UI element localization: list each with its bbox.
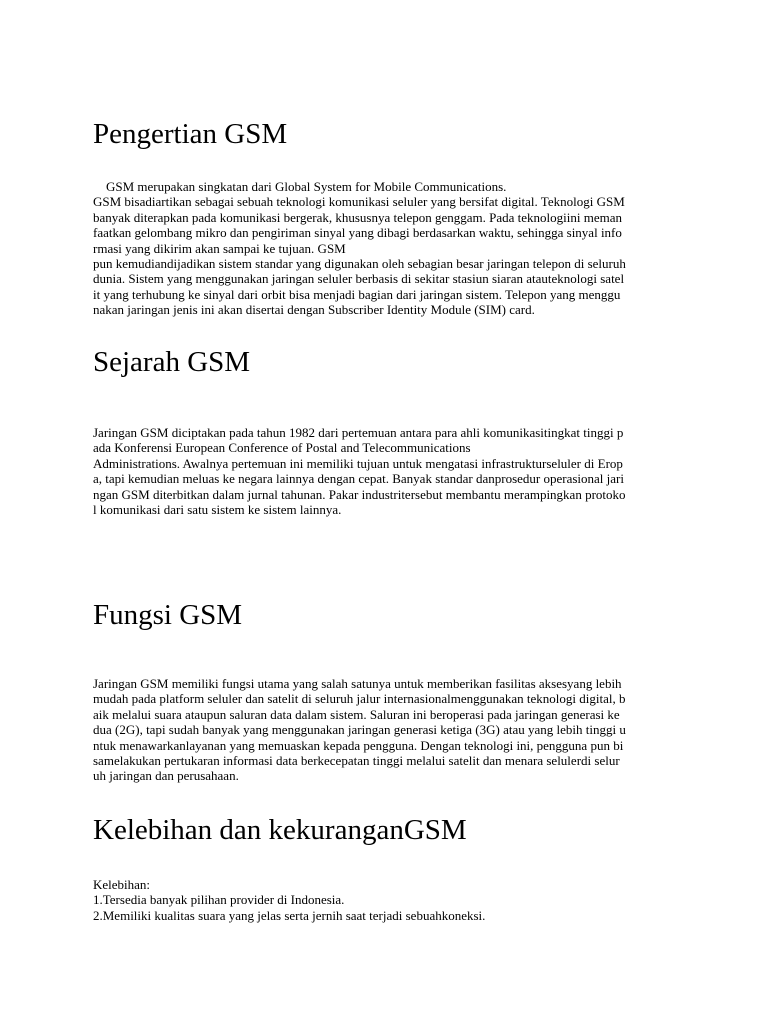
- text-line: nakan jaringan jenis ini akan disertai dengan Subscriber Identity Module (SIM) card.: [93, 302, 535, 318]
- heading-kelebihan-kekurangan-gsm: Kelebihan dan kekuranganGSM: [93, 814, 467, 846]
- paragraph-fungsi-gsm: [93, 676, 683, 784]
- text-line: uh jaringan dan perusahaan.: [93, 768, 239, 784]
- text-line: samelakukan pertukaran informasi data berkecepatan tinggi melalui satelit dan menara selulerdi selur: [93, 753, 620, 769]
- text-line: dunia. Sistem yang menggunakan jaringan seluler berbasis di sekitar stasiun siaran atauteknologi satel: [93, 271, 625, 287]
- text-line: ada Konferensi European Conference of Postal and Telecommunications: [93, 440, 471, 456]
- text-line: dua (2G), tapi sudah banyak yang menggunakan jaringan generasi ketiga (3G) atau yang lebih tinggi u: [93, 722, 626, 738]
- text-line: ngan GSM diterbitkan dalam jurnal tahunan. Pakar industritersebut membantu merampingkan protoko: [93, 486, 626, 502]
- text-line: mudah pada platform seluler dan satelit di seluruh jalur internasionalmenggunakan teknologi digital, b: [93, 691, 626, 707]
- text-line: rmasi yang dikirim akan sampai ke tujuan. GSM: [93, 240, 346, 256]
- text-line: it yang terhubung ke sinyal dari orbit bisa menjadi bagian dari jaringan sistem. Telepon yang menggu: [93, 286, 621, 302]
- text-line: Administrations. Awalnya pertemuan ini memiliki tujuan untuk mengatasi infrastrukturseluler di Erop: [93, 455, 623, 471]
- text-line: l komunikasi dari satu sistem ke sistem lainnya.: [93, 502, 342, 518]
- paragraph-pengertian-gsm: [93, 179, 683, 318]
- text-line: Kelebihan:: [93, 877, 151, 892]
- paragraph-kelebihan: [93, 877, 683, 923]
- text-line: aik melalui suara ataupun saluran data dalam sistem. Saluran ini beroperasi pada jaringan generasi ke: [93, 706, 620, 722]
- text-line: a, tapi kemudian meluas ke negara lainnya dengan cepat. Banyak standar danprosedur operasional jari: [93, 471, 624, 487]
- text-line: Jaringan GSM memiliki fungsi utama yang salah satunya untuk memberikan fasilitas aksesyang lebih: [93, 676, 622, 691]
- list-item: 1.Tersedia banyak pilihan provider di Indonesia.: [93, 892, 345, 908]
- text-line: GSM bisadiartikan sebagai sebuah teknologi komunikasi seluler yang bersifat digital. Teknologi GSM: [93, 194, 625, 210]
- text-line: banyak diterapkan pada komunikasi bergerak, khususnya telepon genggam. Pada teknologiini meman: [93, 209, 623, 225]
- heading-fungsi-gsm: Fungsi GSM: [93, 599, 243, 631]
- text-line: pun kemudiandijadikan sistem standar yang digunakan oleh sebagian besar jaringan telepon di seluruh: [93, 256, 626, 272]
- paragraph-sejarah-gsm: [93, 425, 683, 517]
- list-item: 2.Memiliki kualitas suara yang jelas serta jernih saat terjadi sebuahkoneksi.: [93, 907, 486, 923]
- heading-sejarah-gsm: Sejarah GSM: [93, 346, 251, 378]
- text-line: Jaringan GSM diciptakan pada tahun 1982 dari pertemuan antara para ahli komunikasitingkat tinggi p: [93, 425, 624, 440]
- text-line: faatkan gelombang mikro dan pengiriman sinyal yang dibagi berdasarkan waktu, sehingga sinyal info: [93, 225, 622, 241]
- heading-pengertian-gsm: Pengertian GSM: [93, 118, 288, 150]
- text-line: ntuk menawarkanlayanan yang memuaskan kepada pengguna. Dengan teknologi ini, pengguna pun bi: [93, 737, 624, 753]
- text-line: GSM merupakan singkatan dari Global System for Mobile Communications.: [93, 179, 507, 194]
